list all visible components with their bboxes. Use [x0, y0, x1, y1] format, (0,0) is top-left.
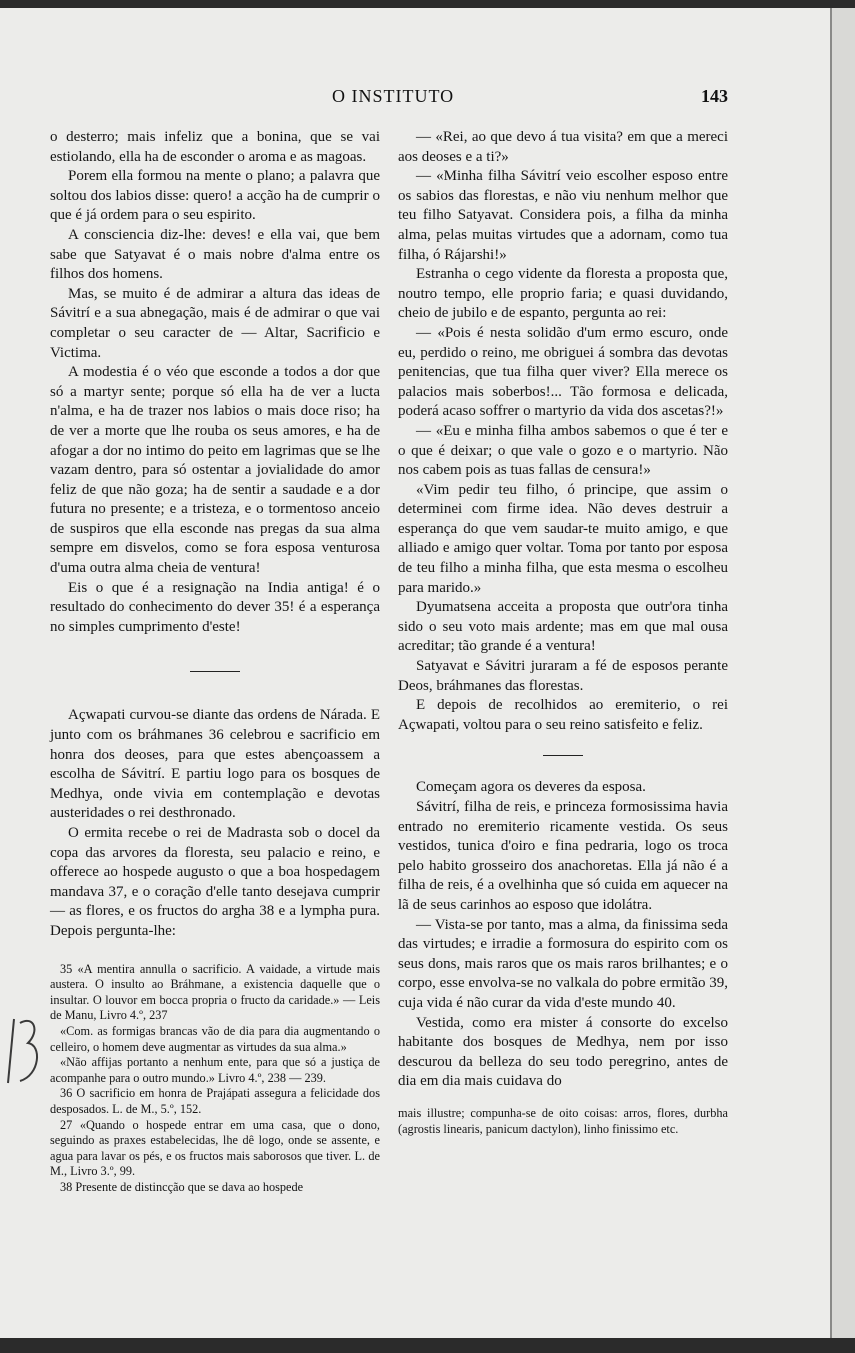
book-page: [0, 8, 830, 1338]
paragraph: Dyumatsena acceita a proposta que outr'ora tinha sido o seu voto mais ardente; mas em que mal ousa acreditar; tão grande é a ventura!: [398, 599, 728, 655]
running-title: O INSTITUTO: [332, 86, 455, 106]
svg-text:13: 13: [0, 1013, 2, 1014]
running-header: [50, 86, 740, 108]
paragraph: — «Minha filha Sávitrí veio escolher esposo entre os sabios das florestas, e não viu nenhum melhor que teu filho Satyavat. Considera pois, a filha da minha alma, pelas muitas virtudes que a adornam, como tua filha, ó Rájarshi!»: [398, 168, 728, 263]
paragraph: A consciencia diz-lhe: deves! e ella vai, que bem sabe que Satyavat é o mais nobre d'alma entre os filhos dos homens.: [50, 226, 380, 283]
paragraph: Sávitrí, filha de reis, e princeza formosissima havia entrado no eremiterio ricamente vestida. Os seus vestidos, tunica d'oiro e fina pedraria, logo os troca pelo habito grosseiro dos anachoretas. Ella já não é a filha de reis, é a ovelhinha que só cuida em aquecer na lã de seus carinhos ao esposo que idolátra.: [398, 799, 728, 913]
footnotes: [50, 962, 380, 1196]
paragraph: Começam agora os deveres da esposa.: [416, 779, 646, 796]
paragraph: Eis o que é a resignação na India antiga! é o resultado do conhecimento do dever 35! é a esperança no simples cumprimento d'este!: [50, 579, 380, 635]
section-divider: [190, 671, 240, 672]
paragraph: o desterro; mais infeliz que a bonina, que se vai estiolando, ella ha de esconder o aroma e as magoas.: [50, 129, 380, 165]
paragraph: — Vista-se por tanto, mas a alma, da finissima seda das virtudes; e irradie a formosura do espirito com os seus dons, mais raros que os mais raros brilhantes; e o corpo, esse envolva-se no valkala do pobre ermitão 39, cuja vida é não curar da vida d'este mundo 40.: [398, 916, 728, 1011]
paragraph: E depois de recolhidos ao eremiterio, o rei Açwapati, voltou para o seu reino satisfeito e feliz.: [398, 697, 728, 733]
footnote: 27 «Quando o hospede entrar em uma casa, que o dono, seguindo as praxes estabelecidas, lhe dê logo, onde se assente, e agua para lavar os pés, e os fructos mais saborosos que tiver. L. de M., Livro 3.º, 99.: [50, 1117, 380, 1179]
paragraph: Mas, se muito é de admirar a altura das ideas de Sávitrí e a sua abnegação, mais é de admirar o que vai completar o seu caracter de — Altar, Sacrificio e Victima.: [50, 285, 380, 361]
pencil-mark: [0, 1013, 50, 1093]
footnote-continuation: mais illustre; compunha-se de oito coisas: arros, flores, durbha (agrostis linearis, panicum dactylon), linho finissimo etc.: [398, 1105, 728, 1136]
paragraph: «Vim pedir teu filho, ó principe, que assim o determinei com firme idea. Não deves destruir a esperança do que vem saudar-te muito amigo, e que alliado e amigo quer voltar. Toma por tanto por esposa de teu filho a minha filha, que esta mesma o escolheu para marido.»: [398, 481, 728, 596]
footnote: 35 «A mentira annulla o sacrificio. A vaidade, a virtude mais austera. O insulto ao Bráhmane, a existencia daquelle que o insultar. O louvor em bocca propria o fructo da caridade.» — Leis de Manu, Livro 4.º, 237: [50, 961, 380, 1023]
section-divider: [543, 755, 583, 756]
footnote: «Com. as formigas brancas vão de dia para dia augmentando o celleiro, o homem deve augmentar as virtudes da sua alma.»: [50, 1023, 380, 1054]
paragraph: Porem ella formou na mente o plano; a palavra que soltou dos labios disse: quero! a acção ha de cumprir o que é já ordem para o seu espirito.: [50, 168, 380, 224]
footnote: «Não affijas portanto a nenhum ente, para que só a justiça de acompanhe para o outro mundo.» Livro 4.º, 238 — 239.: [50, 1055, 380, 1085]
paragraph: Estranha o cego vidente da floresta a proposta que, noutro tempo, elle proprio faria; e quasi duvidando, cheio de jubilo e de espanto, pergunta ao rei:: [398, 266, 728, 322]
footnote: 38 Presente de distincção que se dava ao hospede: [60, 1179, 304, 1194]
paragraph: Açwapati curvou-se diante das ordens de Nárada. E junto com os bráhmanes 36 celebrou e sacrificio em honra dos deoses, para que estes abençoassem a escolha de Sávitrí. E partiu logo para os bosques de Medhya, onde vivia em contemplação e devotas austeridades o rei desthronado.: [50, 707, 380, 822]
right-column: [398, 128, 728, 1137]
left-column: [50, 128, 380, 1195]
paragraph: A modestia é o véo que esconde a todos a dor que só a martyr sente; porque só ella ha de ver a lucta n'alma, e ha de trazer nos labios o mais doce riso; ha de ver a morte que lhe rouba os seus amores, e ha de afogar a dor no intimo do peito em lagrimas que se lhe vazam dentro, para só ostentar a jovialidade do amor feliz de que não goza; ha de sentir a saudade e a dor futura no presente; e a tristeza, e o tormentoso anceio de suspiros que ella esconde nas pregas da sua alma sempre em disvelos, como se fora esposa venturosa d'uma outra alma cheia de ventura!: [50, 364, 380, 577]
paragraph: Vestida, como era mister á consorte do excelso habitante dos bosques de Medhya, nem por isso descurou da belleza do seu todo peregrino, antes de dia em dia mais cuidava do: [398, 1014, 728, 1090]
paragraph: O ermita recebe o rei de Madrasta sob o docel da copa das arvores da floresta, seu palacio e reino, e offerece ao hospede augusto o que a boa hospedagem mandava 37, e o coração d'elle tanto desejava cumprir — as flores, e os fructos do argha 38 e a lympha pura. Depois pergunta-lhe:: [50, 825, 380, 939]
paragraph: Satyavat e Sávitri juraram a fé de esposos perante Deos, bráhmanes das florestas.: [398, 658, 728, 694]
paragraph: — «Pois é nesta solidão d'um ermo escuro, onde eu, perdido o reino, me obriguei á sombra das devotas penitencias, que tua filha quer viver? Ella merece os palacios mais soberbos!... Tão formosa e delicada, poderá acaso soffrer o martyrio da vida dos ascetas?!»: [398, 324, 728, 420]
page-edge: [830, 8, 855, 1338]
footnote: 36 O sacrificio em honra de Prajápati assegura a felicidade dos desposados. L. de M., 5.º, 152.: [50, 1086, 380, 1116]
paragraph: — «Eu e minha filha ambos sabemos o que é ter e o que é deixar; o que vale o gozo e o martyrio. Não nos cabem pois as tuas fallas de censura!»: [398, 422, 728, 479]
page-number: 143: [701, 86, 728, 106]
paragraph: — «Rei, ao que devo á tua visita? em que a mereci aos deoses e a ti?»: [398, 129, 728, 165]
